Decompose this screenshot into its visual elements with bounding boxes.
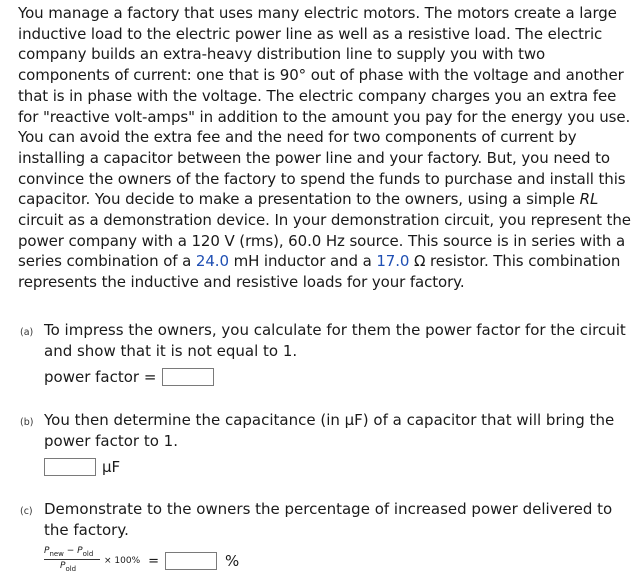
part-c-label: (c) (20, 506, 33, 517)
p-old-symbol: P (77, 546, 83, 556)
minus-sign: − (63, 546, 78, 556)
p-new-subscript: new (49, 549, 64, 558)
part-b-label: (b) (20, 417, 34, 428)
capacitance-unit: μF (102, 458, 121, 476)
denominator-subscript: old (65, 564, 77, 573)
part-a-answer-row (44, 368, 214, 386)
denominator-p-symbol: P (60, 561, 66, 571)
percent-input[interactable] (165, 552, 217, 570)
problem-statement (18, 3, 638, 293)
formula-denominator (60, 561, 76, 573)
part-a-question: To impress the owners, you calculate for them the power factor for the circuit and show that it is not equal to 1. (44, 321, 626, 360)
resistance-value: 17.0 (376, 252, 410, 271)
rl-circuit-label: RL (579, 190, 599, 209)
power-factor-label: power factor = (44, 368, 157, 386)
percent-unit: % (225, 552, 240, 570)
intro-text-1: You manage a factory that uses many electric motors. The motors create a large inductive load to the electric power line as well as a resistive load. The electric company builds an extra-heavy distribution line to supply you with two components of current: one that is 90° out of phase with the voltage and another that is in phase with the voltage. The electric company charges you an extra fee for "reactive volt-amps" in addition to the amount you pay for the energy you use. You can avoid the extra fee and the need for two components of current by installing a capacitor between the power line and your factory. But, you need to convince the owners of the factory to spend the funds to purchase and install this capacitor. You decide to make a presentation to the owners, using a simple (18, 4, 631, 209)
part-b-question: You then determine the capacitance (in μF) of a capacitor that will bring the power factor to 1. (44, 411, 615, 450)
part-b-answer-row (44, 458, 120, 476)
intro-text-4: Ω resistor. This combination represents the inductive and resistive loads for your factory. (18, 252, 621, 292)
part-c-question: Demonstrate to the owners the percentage of increased power delivered to the factory. (44, 500, 613, 539)
capacitance-input[interactable] (44, 458, 96, 476)
inductance-value: 24.0 (195, 252, 229, 271)
intro-text-3: mH inductor and a (228, 252, 377, 271)
part-a-label: (a) (20, 327, 34, 338)
part-c-answer-row (104, 552, 239, 570)
intro-text-2: circuit as a demonstration device. In your demonstration circuit, you represent the power company with a 120 V (rms), 60.0 Hz source. This source is in series with a series combination of a (18, 211, 631, 271)
p-new-symbol: P (44, 546, 50, 556)
times-hundred: × 100% (104, 556, 141, 566)
equals-sign: = (148, 553, 160, 569)
formula-numerator (44, 546, 93, 558)
fraction-bar (44, 559, 100, 560)
p-old-subscript: old (82, 549, 94, 558)
power-factor-input[interactable] (162, 368, 214, 386)
